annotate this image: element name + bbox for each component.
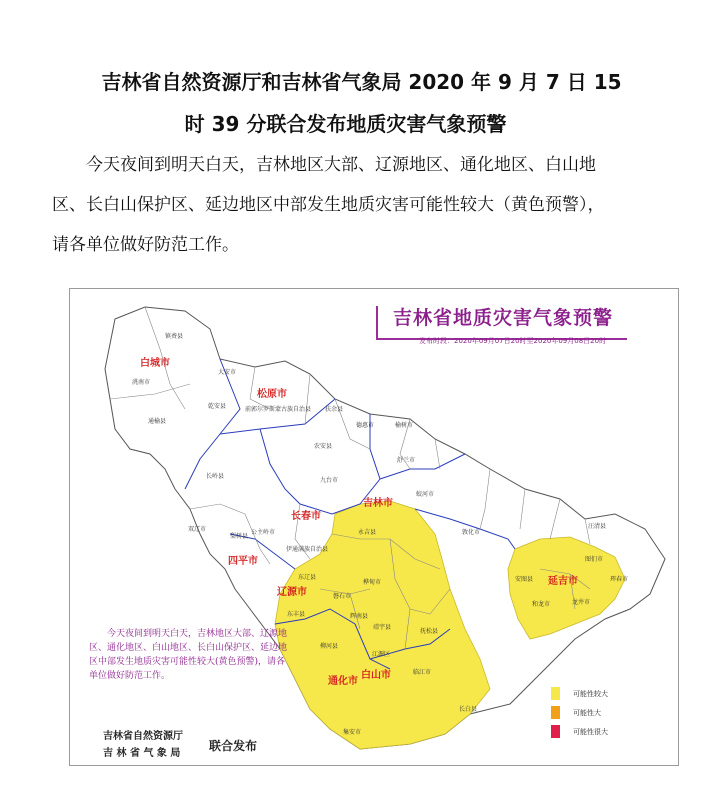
county-label: 集安市 (343, 729, 362, 736)
county-label: 和龙市 (532, 601, 551, 608)
city-label: 吉林市 (363, 498, 393, 509)
legend-label-red: 可能性很大 (573, 728, 608, 736)
county-label: 伊通满族自治县 (286, 546, 329, 553)
county-label: 通榆县 (148, 418, 167, 425)
warning-note-text: 今天夜间到明天白天，吉林地区大部、辽源地区、通化地区、白山地区、长白山保护区、延边地区中部发生地质灾害可能性较大(黄色预警)，请各单位做好防范工作。 (89, 629, 288, 681)
issuer-line-2: 吉 林 省 气 象 局 (103, 748, 181, 759)
county-label: 永吉县 (358, 529, 377, 536)
city-label: 白山市 (361, 670, 391, 681)
county-label: 扶余县 (325, 406, 344, 413)
county-label: 安图县 (515, 576, 534, 583)
legend-label-orange: 可能性大 (573, 709, 601, 717)
warning-note (89, 627, 289, 683)
county-label: 德惠市 (356, 422, 375, 429)
legend-swatch-yellow (551, 687, 560, 700)
county-label: 桦甸市 (363, 579, 382, 586)
title-line-1: 吉林省自然资源厅和吉林省气象局 2020 年 9 月 7 日 15 (101, 70, 622, 94)
county-label: 舒兰市 (397, 457, 416, 464)
city-label: 辽源市 (277, 587, 307, 598)
warning-map (69, 288, 679, 766)
county-label: 九台市 (320, 477, 339, 484)
county-label: 梨树县 (230, 533, 249, 540)
county-label: 农安县 (314, 443, 333, 450)
county-label: 图们市 (585, 556, 604, 563)
legend-swatch-red (551, 725, 560, 738)
county-label: 龙井市 (572, 599, 591, 606)
county-label: 汪清县 (588, 523, 607, 530)
county-label: 前郭尔罗斯蒙古族自治县 (245, 406, 312, 413)
city-label: 白城市 (140, 358, 170, 369)
city-label: 四平市 (228, 556, 258, 567)
county-label: 江源区 (372, 651, 391, 658)
map-time-range: 发布时段：2020年09月07日20时至2020年09月08日20时 (419, 337, 607, 345)
city-label: 松原市 (257, 389, 287, 400)
intro-paragraph: 今天夜间到明天白天，吉林地区大部、辽源地区、通化地区、白山地区、长白山保护区、延边地区中部发生地质灾害可能性较大（黄色预警），请各单位做好防范工作。 (52, 155, 605, 255)
county-label: 靖宇县 (373, 624, 392, 631)
county-label: 磐石市 (333, 593, 352, 600)
city-label: 延吉市 (548, 576, 578, 587)
county-label: 榆树市 (395, 422, 414, 429)
county-label: 蛟河市 (416, 491, 435, 498)
county-label: 镇赉县 (165, 333, 184, 340)
map-title: 吉林省地质灾害气象预警 (393, 307, 614, 329)
county-label: 东辽县 (298, 574, 317, 581)
county-label: 双辽市 (188, 526, 207, 533)
county-label: 乾安县 (208, 403, 227, 410)
county-label: 柳河县 (320, 643, 339, 650)
county-label: 敦化市 (462, 529, 481, 536)
city-label: 通化市 (328, 676, 358, 687)
county-label: 大安市 (218, 369, 237, 376)
county-label: 辉南县 (350, 613, 369, 620)
title-line-2: 时 39 分联合发布地质灾害气象预警 (184, 112, 507, 136)
county-label: 长白县 (459, 706, 478, 713)
legend-label-yellow: 可能性较大 (573, 690, 608, 698)
legend-swatch-orange (551, 706, 560, 719)
issuer-line-1: 吉林省自然资源厅 (103, 731, 183, 742)
city-label: 长春市 (291, 511, 321, 522)
county-label: 洮南市 (132, 379, 151, 386)
joint-release: 联合发布 (209, 739, 258, 753)
county-label: 抚松县 (420, 628, 439, 635)
county-label: 公主岭市 (251, 529, 276, 536)
county-label: 东丰县 (287, 611, 306, 618)
county-label: 临江市 (413, 669, 432, 676)
county-label: 珲春市 (610, 576, 629, 583)
county-label: 长岭县 (206, 473, 225, 480)
